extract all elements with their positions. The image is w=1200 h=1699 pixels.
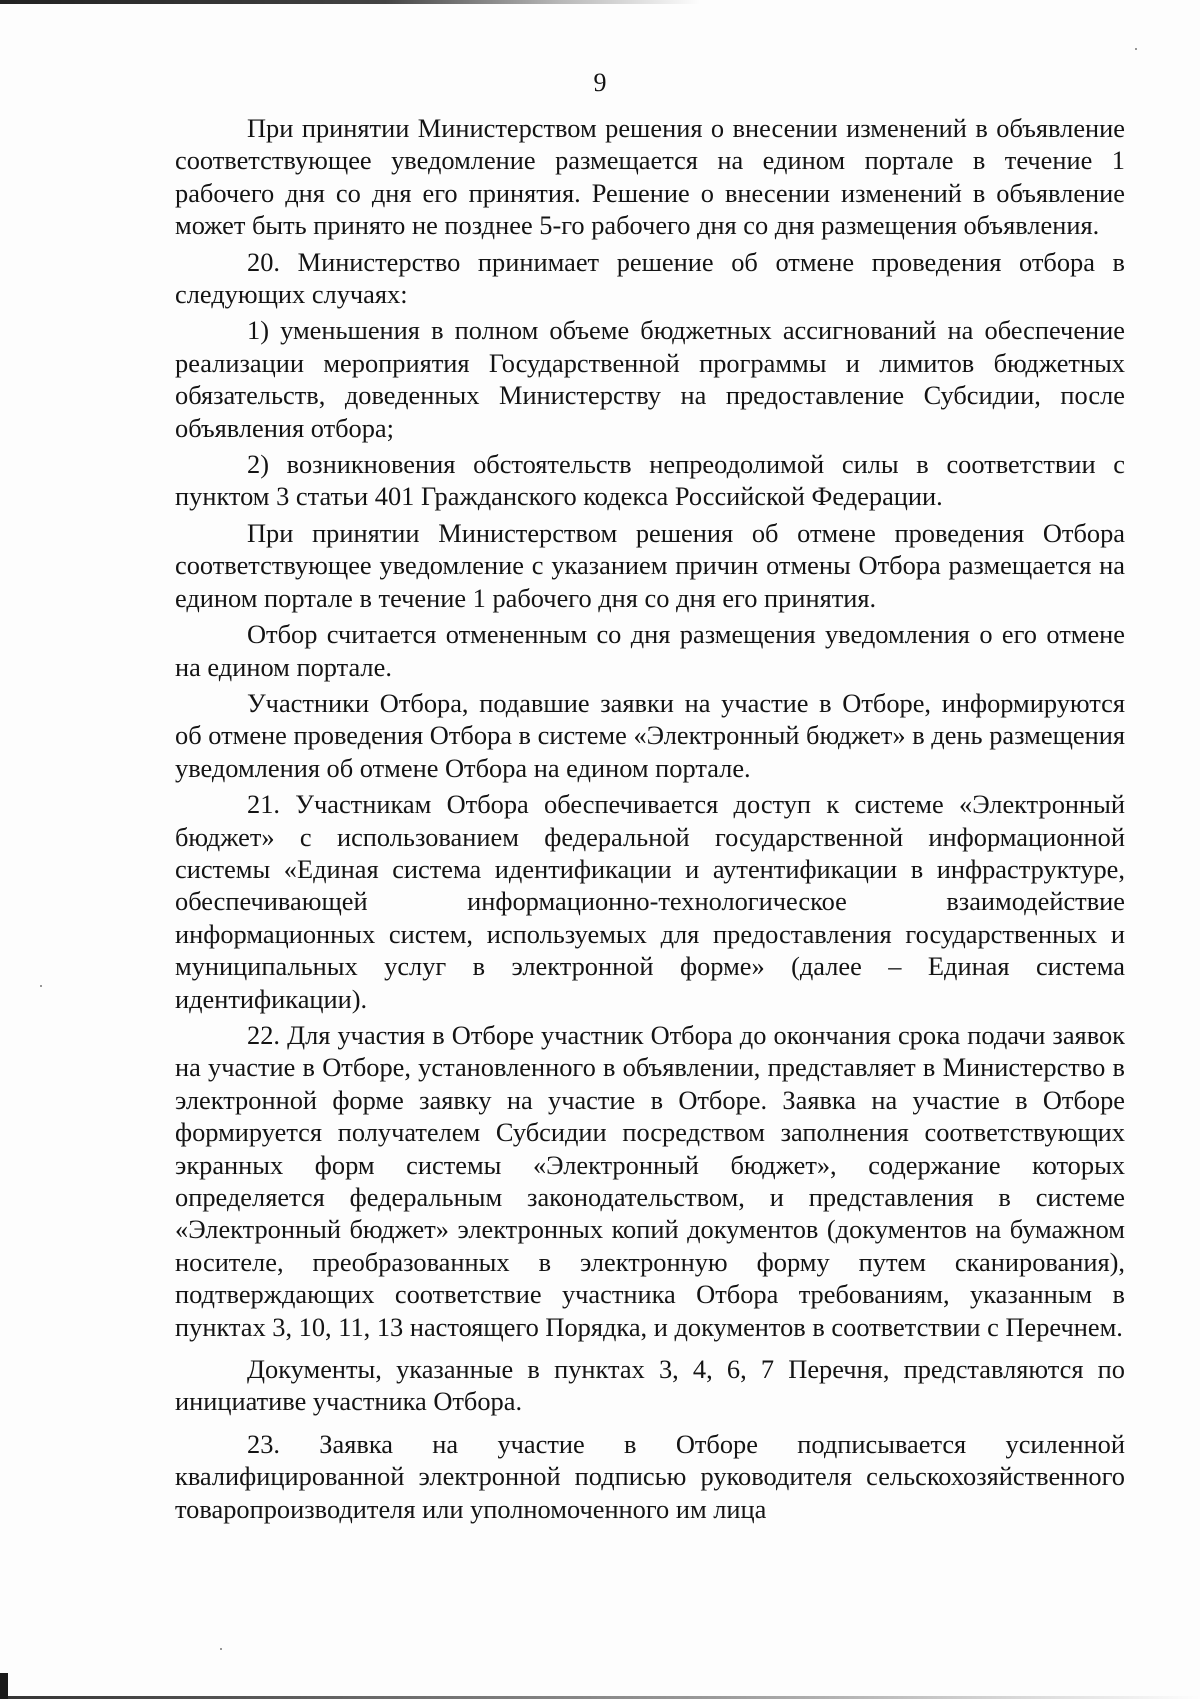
- scan-edge-corner: [0, 1673, 8, 1699]
- paragraph-cancellation-notice: При принятии Министерством решения об отмене проведения Отбора соответствующее уведомление с указанием причин отмены Отбора размещается на едином портале в течение 1 рабочего дня со дня его принятия.: [175, 517, 1125, 613]
- paragraph-item-20: 20. Министерство принимает решение об отмене проведения отбора в следующих случаях:: [175, 246, 1125, 310]
- page-number: 9: [593, 68, 607, 97]
- scan-edge-top: [0, 0, 700, 4]
- scan-speck: [220, 1648, 222, 1650]
- scan-speck: [40, 985, 42, 987]
- document-body: [175, 112, 1125, 1525]
- paragraph-item-20-case-2: 2) возникновения обстоятельств непреодолимой силы в соответствии с пунктом 3 статьи 401 Гражданского кодекса Российской Федерации.: [175, 449, 1125, 512]
- paragraph-item-21: 21. Участникам Отбора обеспечивается доступ к системе «Электронный бюджет» с использованием федеральной государственной информационной системы «Единая система идентификации и аутентификации в инфраструктуре, обеспечивающей информационно-технологическое взаимодействие информационных систем, используемых для предоставления государственных и муниципальных услуг в электронной форме» (далее – Единая система идентификации).: [175, 789, 1125, 1014]
- scan-speck: [1135, 48, 1137, 50]
- paragraph-item-20-case-1: 1) уменьшения в полном объеме бюджетных ассигнований на обеспечение реализации мероприятия Государственной программы и лимитов бюджетных обязательств, доведенных Министерству на предоставление Субсидии, после объявления отбора;: [175, 315, 1125, 443]
- paragraph-item-22: 22. Для участия в Отборе участник Отбора до окончания срока подачи заявок на участие в Отборе, установленного в объявлении, представляет в Министерство в электронной форме заявку на участие в Отборе. Заявка на участие в Отборе формируется получателем Субсидии посредством заполнения соответствующих экранных форм системы «Электронный бюджет», содержание которых определяется федеральным законодательством, и представления в системе «Электронный бюджет» электронных копий документов (документов на бумажном носителе, преобразованных в электронную форму путем сканирования), подтверждающих соответствие участника Отбора требованиям, указанным в пунктах 3, 10, 11, 13 настоящего Порядка, и документов в соответствии с Перечнем.: [175, 1019, 1125, 1342]
- paragraph-documents-initiative: Документы, указанные в пунктах 3, 4, 6, 7 Перечня, представляются по инициативе участника Отбора.: [175, 1354, 1125, 1417]
- paragraph-participants-informed: Участники Отбора, подавшие заявки на участие в Отборе, информируются об отмене проведения Отбора в системе «Электронный бюджет» в день размещения уведомления об отмене Отбора на едином портале.: [175, 687, 1125, 783]
- paragraph-amendment-notice: При принятии Министерством решения о внесении изменений в объявление соответствующее уведомление размещается на едином портале в течение 1 рабочего дня со дня его принятия. Решение о внесении изменений в объявление может быть принято не позднее 5-го рабочего дня со дня размещения объявления.: [175, 113, 1125, 241]
- paragraph-item-23: 23. Заявка на участие в Отборе подписывается усиленной квалифицированной электронной подписью руководителя сельскохозяйственного товаропроизводителя или уполномоченного им лица: [175, 1428, 1125, 1524]
- paragraph-cancellation-effective: Отбор считается отмененным со дня размещения уведомления о его отмене на едином портале.: [175, 619, 1125, 682]
